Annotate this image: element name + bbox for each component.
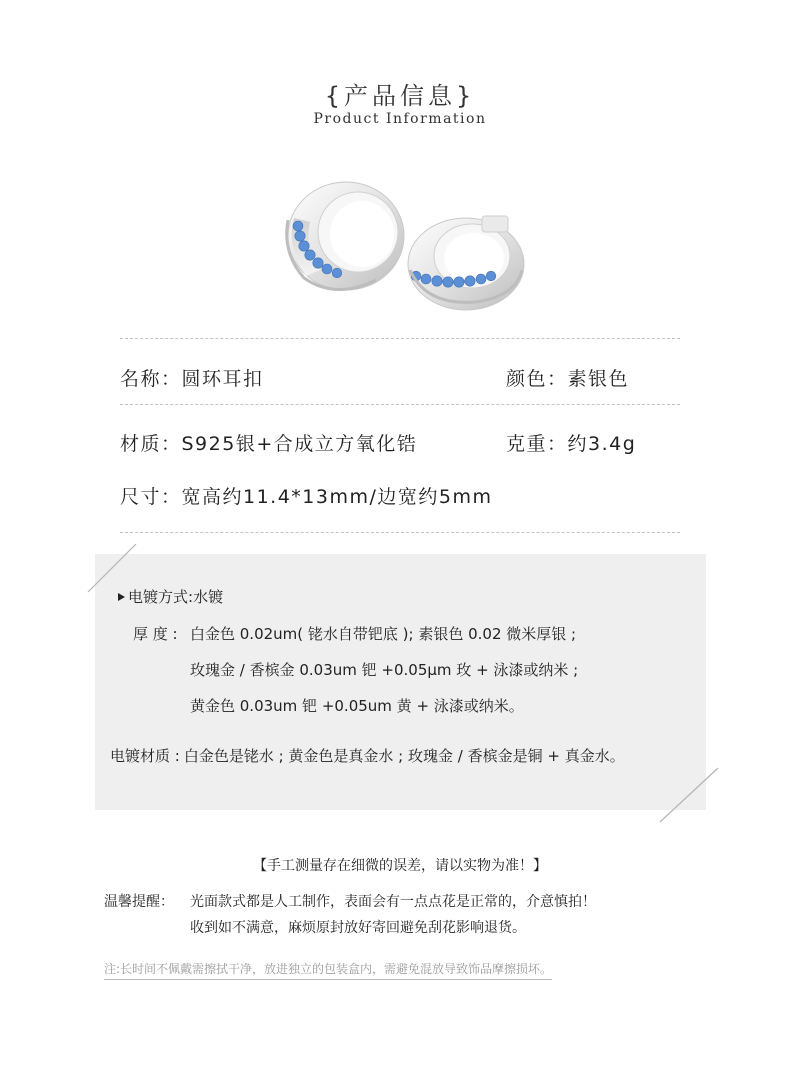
thickness-line: 黄金色 0.03um 钯 +0.05um 黄 + 泳漆或纳米。 xyxy=(190,697,524,715)
spec-name: 名称：圆环耳扣 xyxy=(120,368,264,390)
care-footer-note: 注:长时间不佩戴需擦拭干净，放进独立的包装盒内，需避免混放导致饰品摩擦损坏。 xyxy=(104,960,552,980)
corner-decoration xyxy=(656,764,722,826)
divider xyxy=(120,338,680,339)
divider xyxy=(120,532,680,533)
thickness-label: 厚 度 : xyxy=(133,625,178,643)
spec-weight: 克重：约3.4g xyxy=(506,433,637,455)
reminder-line: 光面款式都是人工制作，表面会有一点点花是正常的，介意慎拍！ xyxy=(190,894,596,910)
triangle-bullet-icon xyxy=(118,593,125,601)
handmade-note: 【手工测量存在细微的误差，请以实物为准！】 xyxy=(253,858,547,874)
plating-method: 电镀方式:水镀 xyxy=(118,586,223,607)
spec-material: 材质：S925银+合成立方氧化锆 xyxy=(120,433,418,455)
hoop-earrings-image xyxy=(276,178,536,313)
spec-color: 颜色：素银色 xyxy=(506,368,630,390)
page-title: {产品信息} xyxy=(324,82,476,110)
reminder-line: 收到如不满意，麻烦原封放好寄回避免刮花影响退货。 xyxy=(190,920,526,936)
spec-size: 尺寸：宽高约11.4*13mm/边宽约5mm xyxy=(120,486,493,508)
left-earring xyxy=(287,182,404,290)
divider xyxy=(120,404,680,405)
page-subtitle: Product Information xyxy=(313,111,487,127)
plating-material: 电镀材质 : 白金色是铑水 ; 黄金色是真金水 ; 玫瑰金 / 香槟金是铜 + 真金水。 xyxy=(110,747,625,765)
thickness-line: 玫瑰金 / 香槟金 0.03um 钯 +0.05μm 玫 + 泳漆或纳米 ; xyxy=(190,661,579,679)
reminder-label: 温馨提醒： xyxy=(104,894,174,910)
right-earring xyxy=(408,216,524,310)
thickness-line: 白金色 0.02um( 铑水自带钯底 ); 素银色 0.02 微米厚银 ; xyxy=(190,625,577,643)
